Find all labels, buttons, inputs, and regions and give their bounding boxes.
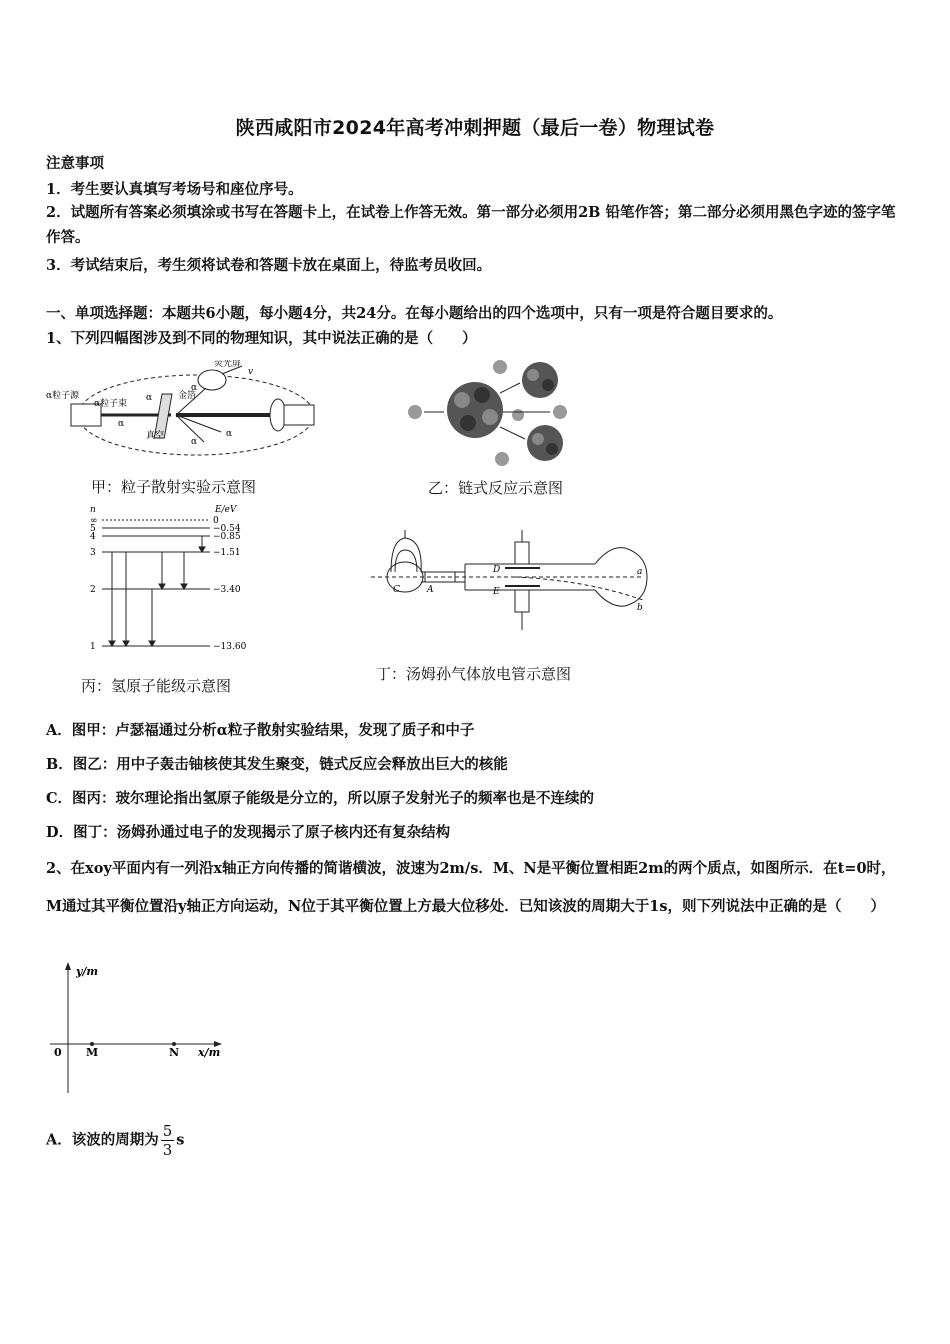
label-alpha-5: α bbox=[146, 393, 153, 403]
q2-option-a bbox=[46, 1122, 184, 1159]
label-screen: 荧光屏 bbox=[214, 360, 242, 369]
level-n-2: 2 bbox=[90, 585, 96, 595]
label-alpha-beam: α粒子束 bbox=[94, 399, 128, 409]
label-v: v bbox=[248, 367, 254, 377]
label-alpha-1: α bbox=[118, 419, 125, 429]
section-heading: 一、单项选择题：本题共6小题，每小题4分，共24分。在每小题给出的四个选项中，只有一项是符合题目要求的。 bbox=[46, 305, 783, 322]
level-n-5: 5 bbox=[90, 524, 96, 534]
page-title: 陕西咸阳市2024年高考冲刺押题（最后一卷）物理试卷 bbox=[235, 117, 715, 139]
axis-x-label: x/m bbox=[198, 1046, 221, 1059]
level-e-2: −3.40 bbox=[213, 585, 241, 595]
fraction-denominator: 3 bbox=[162, 1141, 173, 1159]
label-c: C bbox=[393, 585, 400, 595]
n-label: N bbox=[169, 1046, 180, 1059]
q1-option-c: C．图丙：玻尔理论指出氢原子能级是分立的，所以原子发射光子的频率也是不连续的 bbox=[46, 790, 595, 807]
axis-y-label: y/m bbox=[76, 965, 99, 978]
q1-option-a: A．图甲：卢瑟福通过分析α粒子散射实验结果，发现了质子和中子 bbox=[46, 722, 475, 739]
label-alpha-4: α bbox=[191, 383, 198, 393]
level-n-1: 1 bbox=[90, 642, 96, 652]
label-a-point: a bbox=[637, 567, 643, 577]
label-d: D bbox=[493, 565, 501, 575]
caption-ding: 丁：汤姆孙气体放电管示意图 bbox=[376, 665, 572, 683]
label-b-point: b bbox=[637, 603, 643, 613]
caption-bing: 丙：氢原子能级示意图 bbox=[81, 677, 232, 695]
caption-yi: 乙：链式反应示意图 bbox=[428, 479, 564, 497]
figure-discharge-tube bbox=[365, 530, 650, 630]
note-item-2: 2．试题所有答案必须填涂或书写在答题卡上，在试卷上作答无效。第一部分必须用2B 铅笔作答；第二部分必须用黑色字迹的签字笔作答。 bbox=[46, 204, 896, 246]
note-item-1: 1．考生要认真填写考场号和座位序号。 bbox=[46, 181, 303, 198]
level-n-4: 4 bbox=[90, 532, 96, 542]
level-e-4: −0.85 bbox=[213, 532, 241, 542]
label-alpha-3: α bbox=[226, 429, 233, 439]
q2-stem: 2、在xoy平面内有一列沿x轴正方向传播的简谐横波，波速为2m/s．M、N是平衡位置相距2m的两个质点，如图所示．在t=0时，M通过其平衡位置沿y轴正方向运动，N位于其平衡位置上方最大位移处．已知该波的周期大于1s，则下列说法中正确的是（ ） bbox=[46, 860, 896, 915]
label-a: A bbox=[427, 585, 434, 595]
q1-option-b: B．图乙：用中子轰击铀核使其发生聚变，链式反应会释放出巨大的核能 bbox=[46, 756, 508, 773]
level-e-3: −1.51 bbox=[213, 548, 241, 558]
level-e-1: −13.60 bbox=[213, 642, 247, 652]
label-alpha-2: α bbox=[191, 437, 198, 447]
figure-wave-graph bbox=[46, 958, 236, 1098]
level-e-inf: 0 bbox=[213, 516, 219, 526]
label-vacuum: 真空 bbox=[146, 431, 165, 441]
label-e: E bbox=[493, 587, 500, 597]
origin-label: 0 bbox=[54, 1046, 62, 1059]
figure-chain-reaction bbox=[400, 355, 590, 470]
q2-option-a-unit: s bbox=[176, 1131, 185, 1149]
label-e-ev: E/eV bbox=[215, 505, 237, 515]
m-label: M bbox=[86, 1046, 99, 1059]
level-e-5: −0.54 bbox=[213, 524, 241, 534]
fraction bbox=[161, 1122, 175, 1159]
q1-option-d: D．图丁：汤姆孙通过电子的发现揭示了原子核内还有复杂结构 bbox=[46, 824, 451, 841]
label-alpha-source: α粒子源 bbox=[46, 391, 80, 401]
label-gold-foil: 金箔 bbox=[178, 391, 197, 401]
label-n: n bbox=[90, 505, 96, 515]
level-n-inf: ∞ bbox=[90, 516, 98, 526]
figure-energy-levels bbox=[80, 503, 260, 653]
figure-alpha-scattering bbox=[46, 360, 336, 470]
fraction-numerator: 5 bbox=[162, 1122, 173, 1140]
note-item-3: 3．考试结束后，考生须将试卷和答题卡放在桌面上，待监考员收回。 bbox=[46, 257, 492, 274]
q1-stem: 1、下列四幅图涉及到不同的物理知识，其中说法正确的是（ ） bbox=[46, 330, 477, 347]
notes-heading: 注意事项 bbox=[46, 155, 104, 172]
level-n-3: 3 bbox=[90, 548, 96, 558]
q2-option-a-prefix: A．该波的周期为 bbox=[46, 1131, 159, 1149]
caption-jia: 甲：粒子散射实验示意图 bbox=[91, 478, 257, 496]
